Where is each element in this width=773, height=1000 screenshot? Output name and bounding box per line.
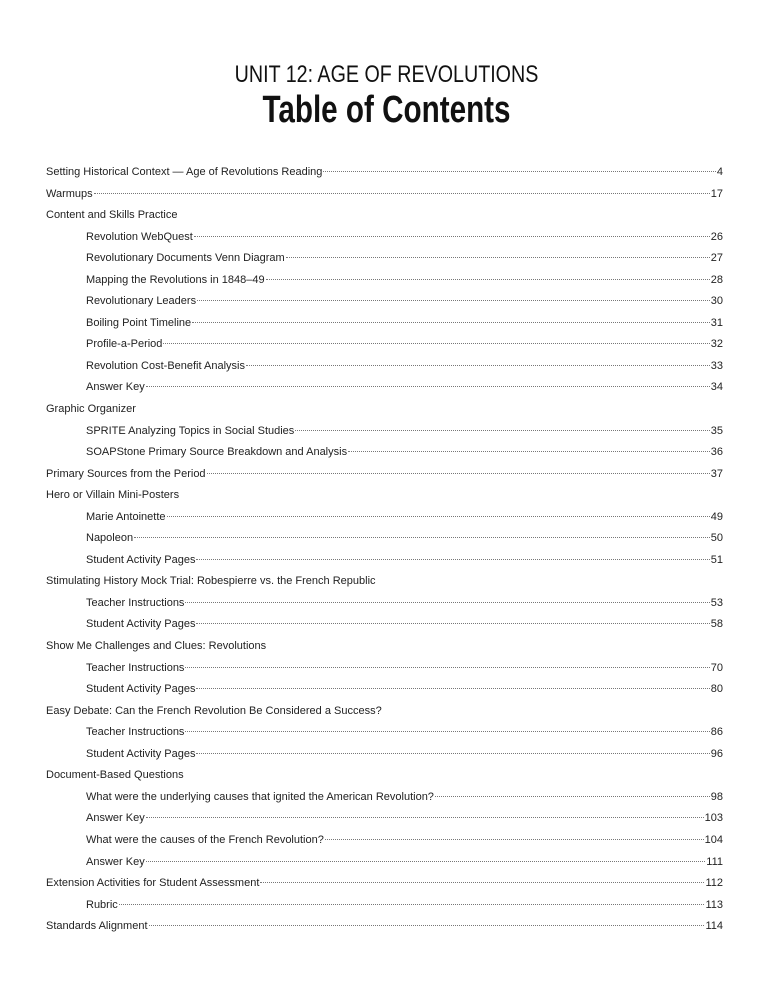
- toc-page-number: 114: [705, 920, 723, 933]
- toc-entry-label: What were the causes of the French Revolution?: [86, 833, 324, 846]
- toc-entry-label: SPRITE Analyzing Topics in Social Studies: [86, 424, 295, 437]
- dot-leader: [185, 667, 709, 668]
- page-title: Table of Contents: [262, 89, 511, 131]
- toc-entry-label: Document-Based Questions: [46, 769, 184, 782]
- dot-leader: [325, 839, 704, 840]
- toc-page-number: 27: [710, 252, 723, 265]
- dot-leader: [185, 731, 709, 732]
- toc-page-number: 112: [705, 877, 723, 890]
- dot-leader: [323, 171, 716, 172]
- toc-entry-label: Setting Historical Context — Age of Revolutions Reading: [46, 166, 323, 178]
- toc-entry-label: Easy Debate: Can the French Revolution Be Considered a Success?: [46, 704, 382, 717]
- dot-leader: [149, 925, 705, 926]
- toc-entry-label: Warmups: [46, 187, 93, 200]
- toc-entry-label: Revolutionary Leaders: [86, 295, 197, 308]
- toc-entry-label: Revolutionary Documents Venn Diagram: [86, 252, 285, 265]
- toc-entry-label: Show Me Challenges and Clues: Revolutions: [46, 640, 267, 653]
- dot-leader: [196, 623, 709, 624]
- toc-entry-label: Student Activity Pages: [86, 553, 196, 566]
- toc-entry-label: Answer Key: [86, 855, 145, 868]
- dot-leader: [266, 279, 710, 280]
- toc-entry-label: Student Activity Pages: [86, 747, 196, 760]
- toc-entry: [46, 188, 723, 210]
- toc-entry-label: Marie Antoinette: [86, 510, 166, 523]
- toc-subentry: [46, 662, 723, 684]
- table-of-contents: [46, 166, 723, 942]
- toc-subentry: [46, 856, 723, 878]
- toc-page-number: 35: [710, 424, 723, 437]
- toc-entry: [46, 468, 723, 490]
- toc-page-number: 86: [710, 726, 723, 739]
- toc-entry-label: Teacher Instructions: [86, 596, 185, 609]
- toc-section-heading: [46, 640, 723, 662]
- toc-subentry: [46, 231, 723, 253]
- toc-entry-label: Revolution WebQuest: [86, 230, 193, 243]
- toc-page-number: 104: [704, 833, 723, 846]
- toc-entry-label: Student Activity Pages: [86, 618, 196, 631]
- toc-page-number: 26: [710, 230, 723, 243]
- toc-section-heading: [46, 209, 723, 231]
- toc-entry: [46, 166, 723, 188]
- toc-entry-label: Napoleon: [86, 532, 134, 545]
- dot-leader: [196, 753, 709, 754]
- toc-entry-label: Content and Skills Practice: [46, 209, 178, 222]
- toc-subentry: [46, 317, 723, 339]
- toc-entry-label: Teacher Instructions: [86, 661, 185, 674]
- dot-leader: [146, 817, 704, 818]
- toc-entry-label: Hero or Villain Mini-Posters: [46, 489, 180, 502]
- toc-page-number: 17: [710, 187, 723, 200]
- toc-section-heading: [46, 489, 723, 511]
- toc-subentry: [46, 834, 723, 856]
- dot-leader: [192, 322, 710, 323]
- dot-leader: [295, 430, 709, 431]
- toc-subentry: [46, 726, 723, 748]
- toc-page-number: 50: [710, 532, 723, 545]
- toc-section-heading: [46, 403, 723, 425]
- toc-subentry: [46, 748, 723, 770]
- toc-section-heading: [46, 705, 723, 727]
- toc-subentry: [46, 425, 723, 447]
- toc-entry-label: Answer Key: [86, 812, 145, 825]
- toc-page-number: 30: [710, 295, 723, 308]
- toc-page-number: 51: [710, 553, 723, 566]
- toc-entry-label: Extension Activities for Student Assessment: [46, 877, 260, 890]
- dot-leader: [207, 473, 710, 474]
- toc-entry-label: Boiling Point Timeline: [86, 316, 192, 329]
- toc-page-number: 34: [710, 381, 723, 394]
- unit-title: UNIT 12: AGE OF REVOLUTIONS: [234, 61, 539, 88]
- toc-entry-label: Mapping the Revolutions in 1848–49: [86, 273, 265, 286]
- dot-leader: [134, 537, 710, 538]
- toc-subentry: [46, 618, 723, 640]
- toc-page-number: 4: [716, 166, 723, 178]
- toc-subentry: [46, 360, 723, 382]
- toc-subentry: [46, 381, 723, 403]
- toc-page-number: 103: [704, 812, 723, 825]
- dot-leader: [435, 796, 710, 797]
- toc-subentry: [46, 899, 723, 921]
- toc-page-number: 28: [710, 273, 723, 286]
- toc-page-number: 53: [710, 596, 723, 609]
- toc-section-heading: [46, 575, 723, 597]
- toc-page-number: 49: [710, 510, 723, 523]
- toc-page-number: 58: [710, 618, 723, 631]
- toc-subentry: [46, 554, 723, 576]
- toc-page-number: 32: [710, 338, 723, 351]
- dot-leader: [246, 365, 710, 366]
- toc-entry-label: Stimulating History Mock Trial: Robespierre vs. the French Republic: [46, 575, 376, 588]
- dot-leader: [196, 688, 709, 689]
- dot-leader: [260, 882, 704, 883]
- toc-entry-label: Teacher Instructions: [86, 726, 185, 739]
- toc-entry-label: Answer Key: [86, 381, 145, 394]
- toc-entry-label: Primary Sources from the Period: [46, 467, 206, 480]
- toc-page-number: 33: [710, 359, 723, 372]
- toc-subentry: [46, 812, 723, 834]
- dot-leader: [348, 451, 710, 452]
- toc-subentry: [46, 511, 723, 533]
- toc-page-number: 111: [706, 855, 723, 868]
- toc-entry-label: Profile-a-Period: [86, 338, 163, 351]
- toc-section-heading: [46, 769, 723, 791]
- toc-subentry: [46, 446, 723, 468]
- toc-entry-label: Rubric: [86, 898, 118, 911]
- dot-leader: [146, 386, 710, 387]
- toc-subentry: [46, 295, 723, 317]
- toc-page-number: 96: [710, 747, 723, 760]
- toc-entry-label: What were the underlying causes that ignited the American Revolution?: [86, 790, 434, 803]
- toc-page-number: 70: [710, 661, 723, 674]
- toc-page-number: 80: [710, 683, 723, 696]
- toc-subentry: [46, 532, 723, 554]
- dot-leader: [194, 236, 710, 237]
- toc-entry-label: SOAPStone Primary Source Breakdown and Analysis: [86, 446, 348, 459]
- toc-page-number: 37: [710, 467, 723, 480]
- toc-page-number: 36: [710, 446, 723, 459]
- dot-leader: [146, 861, 706, 862]
- dot-leader: [197, 300, 710, 301]
- toc-entry: [46, 920, 723, 942]
- dot-leader: [286, 257, 710, 258]
- toc-page-number: 98: [710, 790, 723, 803]
- toc-subentry: [46, 338, 723, 360]
- dot-leader: [94, 193, 710, 194]
- dot-leader: [196, 559, 709, 560]
- toc-entry-label: Student Activity Pages: [86, 683, 196, 696]
- toc-entry-label: Graphic Organizer: [46, 403, 136, 416]
- toc-entry: [46, 877, 723, 899]
- dot-leader: [119, 904, 705, 905]
- toc-entry-label: Standards Alignment: [46, 920, 148, 933]
- toc-page-number: 31: [710, 316, 723, 329]
- toc-subentry: [46, 274, 723, 296]
- toc-subentry: [46, 252, 723, 274]
- toc-subentry: [46, 683, 723, 705]
- toc-entry-label: Revolution Cost-Benefit Analysis: [86, 359, 245, 372]
- dot-leader: [163, 343, 709, 344]
- dot-leader: [185, 602, 709, 603]
- toc-subentry: [46, 597, 723, 619]
- toc-subentry: [46, 791, 723, 813]
- page-header: [0, 60, 773, 130]
- dot-leader: [167, 516, 710, 517]
- toc-page-number: 113: [705, 898, 723, 911]
